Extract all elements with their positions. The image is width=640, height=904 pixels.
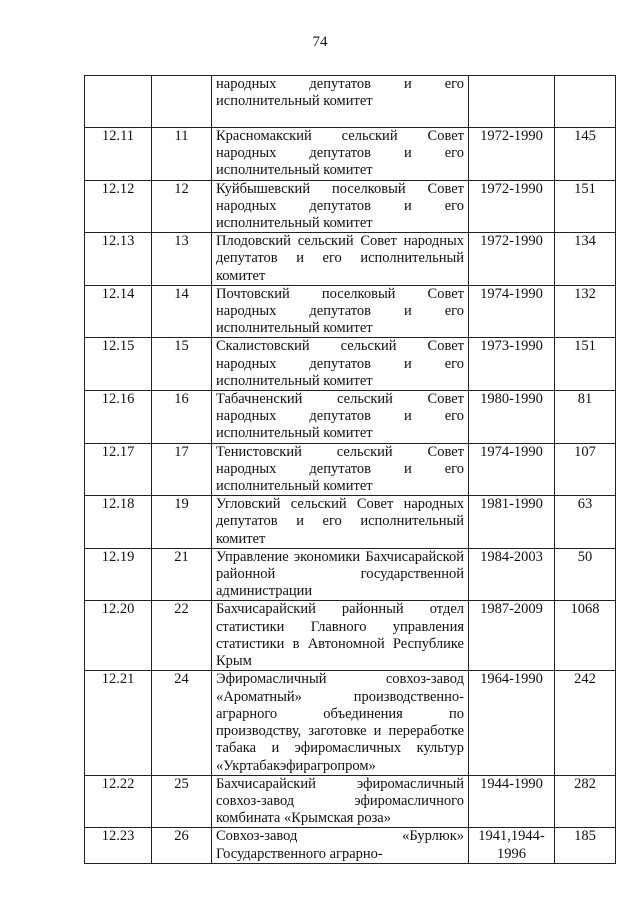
- page-number: 74: [312, 34, 328, 50]
- fund-number: 21: [152, 548, 212, 601]
- fund-count: 145: [555, 128, 616, 181]
- fund-count: 185: [555, 828, 616, 864]
- row-index: [85, 76, 152, 128]
- row-index: 12.17: [85, 443, 152, 496]
- table-row: [85, 443, 616, 496]
- fund-years: 1987-2009: [469, 601, 555, 671]
- row-index: 12.19: [85, 548, 152, 601]
- table-row: [85, 775, 616, 828]
- fund-name: Тенистовский сельский Совет народных депутатов и его исполнительный комитет: [212, 443, 469, 496]
- fund-years: 1984-2003: [469, 548, 555, 601]
- table-row: [85, 233, 616, 286]
- fund-count: 282: [555, 775, 616, 828]
- fund-years: 1964-1990: [469, 671, 555, 775]
- row-index: 12.15: [85, 338, 152, 391]
- fund-count: 132: [555, 285, 616, 338]
- fund-name: Бахчисарайский районный отдел статистики Главного управления статистики в Автономной Республике Крым: [212, 601, 469, 671]
- fund-count: 1068: [555, 601, 616, 671]
- row-index: 12.14: [85, 285, 152, 338]
- fund-years: 1980-1990: [469, 391, 555, 444]
- table-row: [85, 128, 616, 181]
- fund-years: 1944-1990: [469, 775, 555, 828]
- fund-number: 13: [152, 233, 212, 286]
- table-row: [85, 496, 616, 549]
- row-index: 12.13: [85, 233, 152, 286]
- fund-number: 17: [152, 443, 212, 496]
- fund-number: 24: [152, 671, 212, 775]
- fund-number: [152, 76, 212, 128]
- archive-fund-table: [84, 75, 616, 864]
- fund-number: 26: [152, 828, 212, 864]
- row-index: 12.11: [85, 128, 152, 181]
- fund-years: 1981-1990: [469, 496, 555, 549]
- fund-name: народных депутатов и его исполнительный комитет: [212, 76, 469, 128]
- fund-count: 134: [555, 233, 616, 286]
- fund-number: 16: [152, 391, 212, 444]
- fund-name: Плодовский сельский Совет народных депутатов и его исполнительный комитет: [212, 233, 469, 286]
- table-row: [85, 671, 616, 775]
- fund-number: 22: [152, 601, 212, 671]
- row-index: 12.23: [85, 828, 152, 864]
- fund-name: Красномакский сельский Совет народных депутатов и его исполнительный комитет: [212, 128, 469, 181]
- fund-number: 12: [152, 180, 212, 233]
- fund-name: Куйбышевский поселковый Совет народных депутатов и его исполнительный комитет: [212, 180, 469, 233]
- fund-name: Угловский сельский Совет народных депутатов и его исполнительный комитет: [212, 496, 469, 549]
- fund-count: [555, 76, 616, 128]
- fund-number: 25: [152, 775, 212, 828]
- row-index: 12.20: [85, 601, 152, 671]
- row-index: 12.18: [85, 496, 152, 549]
- fund-count: 151: [555, 338, 616, 391]
- table-row: [85, 548, 616, 601]
- fund-name: Скалистовский сельский Совет народных депутатов и его исполнительный комитет: [212, 338, 469, 391]
- fund-count: 151: [555, 180, 616, 233]
- fund-years: 1941,1944-1996: [469, 828, 555, 864]
- table-row: [85, 601, 616, 671]
- fund-name: Эфиромасличный совхоз-завод «Ароматный» производственно-аграрного объединения по производству, заготовке и переработке табака и эфиромасличных культур «Укртабакэфирагропром»: [212, 671, 469, 775]
- row-index: 12.22: [85, 775, 152, 828]
- row-index: 12.12: [85, 180, 152, 233]
- fund-name: Управление экономики Бахчисарайской районной государственной администрации: [212, 548, 469, 601]
- fund-count: 107: [555, 443, 616, 496]
- fund-years: [469, 76, 555, 128]
- row-index: 12.21: [85, 671, 152, 775]
- fund-name: Почтовский поселковый Совет народных депутатов и его исполнительный комитет: [212, 285, 469, 338]
- fund-number: 15: [152, 338, 212, 391]
- fund-name: Бахчисарайский эфиромасличный совхоз-завод эфиромасличного комбината «Крымская роза»: [212, 775, 469, 828]
- fund-count: 50: [555, 548, 616, 601]
- fund-number: 19: [152, 496, 212, 549]
- table-row: [85, 338, 616, 391]
- fund-number: 11: [152, 128, 212, 181]
- fund-number: 14: [152, 285, 212, 338]
- fund-name: Совхоз-завод «Бурлюк» Государственного аграрно-: [212, 828, 469, 864]
- fund-count: 81: [555, 391, 616, 444]
- table-row: [85, 391, 616, 444]
- fund-years: 1972-1990: [469, 128, 555, 181]
- fund-years: 1972-1990: [469, 233, 555, 286]
- table-row: [85, 76, 616, 128]
- fund-name: Табачненский сельский Совет народных депутатов и его исполнительный комитет: [212, 391, 469, 444]
- table-row: [85, 828, 616, 864]
- fund-years: 1972-1990: [469, 180, 555, 233]
- fund-years: 1974-1990: [469, 285, 555, 338]
- table-row: [85, 180, 616, 233]
- fund-years: 1973-1990: [469, 338, 555, 391]
- fund-count: 63: [555, 496, 616, 549]
- row-index: 12.16: [85, 391, 152, 444]
- fund-count: 242: [555, 671, 616, 775]
- table-row: [85, 285, 616, 338]
- fund-years: 1974-1990: [469, 443, 555, 496]
